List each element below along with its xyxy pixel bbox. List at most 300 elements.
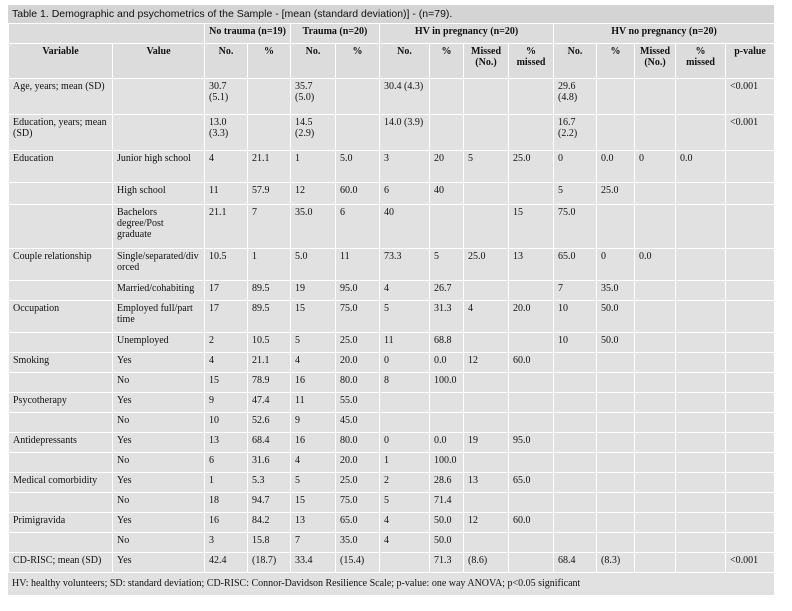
table-cell: 0 xyxy=(380,433,430,453)
table-cell: 65.0 xyxy=(554,249,597,281)
table-cell: 52.6 xyxy=(248,413,291,433)
table-cell: 15 xyxy=(205,373,248,393)
table-cell xyxy=(554,393,597,413)
table-cell: 4 xyxy=(380,533,430,553)
table-cell xyxy=(9,493,113,513)
table-cell: 20 xyxy=(430,151,464,183)
table-cell xyxy=(597,433,635,453)
table-cell: 10.5 xyxy=(248,333,291,353)
column-header: % missed xyxy=(676,44,726,79)
table-cell: 65.0 xyxy=(509,473,554,493)
column-header: % missed xyxy=(509,44,554,79)
table-cell: 80.0 xyxy=(336,433,380,453)
table-cell: No xyxy=(113,493,205,513)
table-cell xyxy=(635,413,676,433)
table-cell xyxy=(464,205,509,249)
table-row xyxy=(9,433,775,453)
table-cell: 10 xyxy=(554,333,597,353)
table-cell: 78.9 xyxy=(248,373,291,393)
table-row xyxy=(9,353,775,373)
table-cell: Yes xyxy=(113,553,205,573)
table-cell xyxy=(726,353,775,373)
table-cell xyxy=(380,413,430,433)
table-cell: 50.0 xyxy=(430,533,464,553)
table-cell xyxy=(9,281,113,301)
table-cell: Employed full/part time xyxy=(113,301,205,333)
table-cell: 20.0 xyxy=(336,453,380,473)
table-cell: 50.0 xyxy=(597,301,635,333)
table-cell: 6 xyxy=(380,183,430,205)
table-cell: Occupation xyxy=(9,301,113,333)
table-cell: 19 xyxy=(291,281,336,301)
column-header: No. xyxy=(205,44,248,79)
column-header: Missed (No.) xyxy=(464,44,509,79)
table-cell: 1 xyxy=(205,473,248,493)
table-cell: 5 xyxy=(380,493,430,513)
table-cell: 15 xyxy=(291,301,336,333)
table-cell xyxy=(509,115,554,151)
table-cell: 14.0 (3.9) xyxy=(380,115,430,151)
table-cell xyxy=(9,373,113,393)
table-cell xyxy=(635,393,676,413)
table-cell: 11 xyxy=(205,183,248,205)
table-cell: Yes xyxy=(113,353,205,373)
table-cell: 9 xyxy=(291,413,336,433)
table-cell: 5.3 xyxy=(248,473,291,493)
table-cell: 25.0 xyxy=(509,151,554,183)
table-cell xyxy=(9,413,113,433)
table-cell: 4 xyxy=(205,151,248,183)
table-cell xyxy=(635,183,676,205)
table-cell: Couple relationship xyxy=(9,249,113,281)
table-cell xyxy=(509,393,554,413)
table-cell: 7 xyxy=(248,205,291,249)
table-cell: 89.5 xyxy=(248,301,291,333)
table-cell: 5 xyxy=(430,249,464,281)
table-cell: 71.3 xyxy=(430,553,464,573)
table-cell: 29.6 (4.8) xyxy=(554,79,597,115)
table-cell xyxy=(464,453,509,473)
group-header: HV in pregnancy (n=20) xyxy=(380,24,554,44)
table-cell xyxy=(726,205,775,249)
table-cell xyxy=(554,413,597,433)
table-cell: 0 xyxy=(597,249,635,281)
table-cell xyxy=(464,533,509,553)
table-row xyxy=(9,473,775,493)
table-cell xyxy=(676,413,726,433)
table-cell: 47.4 xyxy=(248,393,291,413)
table-cell: 5 xyxy=(554,183,597,205)
table-cell: Medical comorbidity xyxy=(9,473,113,493)
table-cell: 80.0 xyxy=(336,373,380,393)
table-row xyxy=(9,281,775,301)
column-header: Missed (No.) xyxy=(635,44,676,79)
table-cell xyxy=(597,513,635,533)
table-cell xyxy=(726,433,775,453)
table-cell: 5 xyxy=(291,473,336,493)
table-cell: Married/cohabiting xyxy=(113,281,205,301)
table-cell xyxy=(509,453,554,473)
table-cell: 12 xyxy=(464,353,509,373)
table-cell: 7 xyxy=(291,533,336,553)
table-cell xyxy=(676,533,726,553)
table-cell xyxy=(635,281,676,301)
table-cell: 35.0 xyxy=(336,533,380,553)
column-header: % xyxy=(336,44,380,79)
table-cell: 0 xyxy=(635,151,676,183)
table-cell xyxy=(248,115,291,151)
table-cell xyxy=(726,453,775,473)
table-cell xyxy=(554,353,597,373)
group-header-row xyxy=(9,24,775,44)
table-cell xyxy=(597,533,635,553)
table-cell: 0 xyxy=(380,353,430,373)
table-cell xyxy=(597,205,635,249)
table-cell: 2 xyxy=(205,333,248,353)
table-cell xyxy=(509,373,554,393)
table-cell: Yes xyxy=(113,393,205,413)
table-cell: Primigravida xyxy=(9,513,113,533)
table-cell: 2 xyxy=(380,473,430,493)
group-header: No trauma (n=19) xyxy=(205,24,291,44)
table-cell xyxy=(430,115,464,151)
table-cell: 11 xyxy=(291,393,336,413)
table-cell xyxy=(597,353,635,373)
table-cell xyxy=(430,205,464,249)
table-cell: 17 xyxy=(205,281,248,301)
table-cell: 75.0 xyxy=(336,301,380,333)
table-cell xyxy=(464,79,509,115)
table-cell: 13 xyxy=(509,249,554,281)
table-cell xyxy=(635,301,676,333)
table-cell: 17 xyxy=(205,301,248,333)
table-cell: 33.4 xyxy=(291,553,336,573)
table-cell: Psycotherapy xyxy=(9,393,113,413)
table-cell xyxy=(554,493,597,513)
table-cell: (8.6) xyxy=(464,553,509,573)
table-cell: (15.4) xyxy=(336,553,380,573)
table-cell: 1 xyxy=(380,453,430,473)
table-cell xyxy=(676,373,726,393)
table-cell xyxy=(9,333,113,353)
table-cell: 12 xyxy=(464,513,509,533)
table-cell xyxy=(676,553,726,573)
table-row xyxy=(9,79,775,115)
group-header: Trauma (n=20) xyxy=(291,24,380,44)
table-cell xyxy=(726,493,775,513)
table-body xyxy=(9,79,775,573)
table-cell: 11 xyxy=(336,249,380,281)
table-cell: 21.1 xyxy=(248,353,291,373)
table-cell: Antidepressants xyxy=(9,433,113,453)
table-cell xyxy=(430,393,464,413)
table-cell: 13 xyxy=(291,513,336,533)
table-cell xyxy=(9,205,113,249)
table-cell xyxy=(726,281,775,301)
table-cell: 35.7 (5.0) xyxy=(291,79,336,115)
table-cell xyxy=(509,333,554,353)
table-cell: <0.001 xyxy=(726,553,775,573)
table-cell xyxy=(597,393,635,413)
table-cell: 68.8 xyxy=(430,333,464,353)
table-cell: No xyxy=(113,373,205,393)
table-cell: 31.3 xyxy=(430,301,464,333)
table-cell: 4 xyxy=(380,281,430,301)
table-cell: 16.7 (2.2) xyxy=(554,115,597,151)
table-row xyxy=(9,393,775,413)
table-cell xyxy=(635,353,676,373)
table-cell: 21.1 xyxy=(248,151,291,183)
table-cell: 10 xyxy=(554,301,597,333)
table-cell xyxy=(635,373,676,393)
column-header: No. xyxy=(554,44,597,79)
table-cell: Yes xyxy=(113,473,205,493)
table-cell: 0.0 xyxy=(430,433,464,453)
column-header: % xyxy=(248,44,291,79)
table-cell xyxy=(554,533,597,553)
table-cell: 4 xyxy=(205,353,248,373)
table-cell xyxy=(635,513,676,533)
table-cell: No xyxy=(113,533,205,553)
table-row xyxy=(9,493,775,513)
table-cell xyxy=(635,533,676,553)
table-cell xyxy=(464,413,509,433)
table-cell: 57.9 xyxy=(248,183,291,205)
table-cell xyxy=(676,453,726,473)
table-row xyxy=(9,453,775,473)
table-cell xyxy=(635,79,676,115)
table-cell: 14.5 (2.9) xyxy=(291,115,336,151)
table-cell: 10 xyxy=(205,413,248,433)
table-cell: 30.4 (4.3) xyxy=(380,79,430,115)
table-cell: 60.0 xyxy=(509,513,554,533)
table-cell xyxy=(676,183,726,205)
table-cell: Junior high school xyxy=(113,151,205,183)
table-cell: 5 xyxy=(380,301,430,333)
table-cell xyxy=(635,115,676,151)
table-cell xyxy=(554,513,597,533)
table-cell: 13 xyxy=(464,473,509,493)
table-cell: 0 xyxy=(554,151,597,183)
table-cell xyxy=(430,413,464,433)
table-cell: 3 xyxy=(380,151,430,183)
table-row xyxy=(9,183,775,205)
table-cell xyxy=(248,79,291,115)
table-row xyxy=(9,115,775,151)
column-header: % xyxy=(430,44,464,79)
table-cell: 45.0 xyxy=(336,413,380,433)
table-cell xyxy=(597,373,635,393)
table-cell: 89.5 xyxy=(248,281,291,301)
table-cell: Yes xyxy=(113,433,205,453)
table-cell xyxy=(676,353,726,373)
group-header: HV no pregnancy (n=20) xyxy=(554,24,775,44)
table-cell xyxy=(554,433,597,453)
table-cell: 15.8 xyxy=(248,533,291,553)
table-cell: Education, years; mean (SD) xyxy=(9,115,113,151)
table-cell: Single/separated/divorced xyxy=(113,249,205,281)
table-cell: 94.7 xyxy=(248,493,291,513)
table-cell: 75.0 xyxy=(336,493,380,513)
table-cell xyxy=(676,115,726,151)
table-row xyxy=(9,301,775,333)
table-cell: 55.0 xyxy=(336,393,380,413)
table-cell xyxy=(554,473,597,493)
table-cell xyxy=(635,553,676,573)
table-cell xyxy=(676,493,726,513)
table-cell: 95.0 xyxy=(336,281,380,301)
table-cell: 25.0 xyxy=(464,249,509,281)
table-cell: 65.0 xyxy=(336,513,380,533)
table-cell xyxy=(509,533,554,553)
table-cell: Unemployed xyxy=(113,333,205,353)
table-cell xyxy=(635,205,676,249)
table-cell: 4 xyxy=(464,301,509,333)
table-cell xyxy=(676,205,726,249)
table-cell: Age, years; mean (SD) xyxy=(9,79,113,115)
column-header: No. xyxy=(291,44,336,79)
table-cell: 68.4 xyxy=(248,433,291,453)
table-cell: 30.7 (5.1) xyxy=(205,79,248,115)
table-cell xyxy=(509,553,554,573)
table-cell: 31.6 xyxy=(248,453,291,473)
table-cell: No xyxy=(113,413,205,433)
table-cell xyxy=(726,533,775,553)
table-cell xyxy=(726,473,775,493)
table-cell: 84.2 xyxy=(248,513,291,533)
table-cell xyxy=(597,473,635,493)
table-cell: 1 xyxy=(248,249,291,281)
table-cell: <0.001 xyxy=(726,79,775,115)
table-cell: 12 xyxy=(291,183,336,205)
table-cell: 3 xyxy=(205,533,248,553)
table-cell: 25.0 xyxy=(336,473,380,493)
table-cell: 5 xyxy=(291,333,336,353)
table-cell: 0.0 xyxy=(676,151,726,183)
table-cell xyxy=(464,281,509,301)
table-row xyxy=(9,413,775,433)
table-cell: 5.0 xyxy=(291,249,336,281)
table-row xyxy=(9,533,775,553)
table-cell: CD-RISC; mean (SD) xyxy=(9,553,113,573)
table-cell xyxy=(509,281,554,301)
table-cell xyxy=(676,301,726,333)
demographics-table xyxy=(8,23,775,573)
table-cell: 4 xyxy=(291,353,336,373)
table-cell xyxy=(635,493,676,513)
table-cell xyxy=(726,151,775,183)
table-cell: 73.3 xyxy=(380,249,430,281)
table-row xyxy=(9,333,775,353)
table-cell: 16 xyxy=(205,513,248,533)
table-cell: (18.7) xyxy=(248,553,291,573)
table-cell: 5.0 xyxy=(336,151,380,183)
table-cell: 100.0 xyxy=(430,373,464,393)
table-cell xyxy=(726,333,775,353)
table-cell: 9 xyxy=(205,393,248,413)
table-cell: 6 xyxy=(205,453,248,473)
table-cell xyxy=(464,493,509,513)
table-cell: 18 xyxy=(205,493,248,513)
table-cell: 20.0 xyxy=(336,353,380,373)
table-cell: 1 xyxy=(291,151,336,183)
table-row xyxy=(9,553,775,573)
table-cell: High school xyxy=(113,183,205,205)
table-cell xyxy=(464,333,509,353)
table-cell xyxy=(509,493,554,513)
table-cell xyxy=(676,433,726,453)
table-cell: 0.0 xyxy=(430,353,464,373)
table-cell xyxy=(336,115,380,151)
table-cell xyxy=(635,433,676,453)
table-footnote: HV: healthy volunteers; SD: standard deviation; CD-RISC: Connor-Davidson Resilience Scale; p-value: one way ANOVA; p<0.05 significant xyxy=(8,573,774,595)
table-cell xyxy=(509,413,554,433)
table-cell: 40 xyxy=(430,183,464,205)
table-cell: 4 xyxy=(291,453,336,473)
table-cell: <0.001 xyxy=(726,115,775,151)
table-cell xyxy=(9,183,113,205)
table-cell: 71.4 xyxy=(430,493,464,513)
table-cell: 16 xyxy=(291,373,336,393)
table-cell xyxy=(726,183,775,205)
table-cell xyxy=(380,393,430,413)
table-cell: 50.0 xyxy=(430,513,464,533)
table-cell: Education xyxy=(9,151,113,183)
table-cell xyxy=(597,115,635,151)
table-row xyxy=(9,151,775,183)
table-cell: 13 xyxy=(205,433,248,453)
table-cell: 75.0 xyxy=(554,205,597,249)
table-cell xyxy=(597,79,635,115)
table-cell: 68.4 xyxy=(554,553,597,573)
table-cell: 21.1 xyxy=(205,205,248,249)
table-cell xyxy=(726,249,775,281)
table-cell xyxy=(676,513,726,533)
table-cell xyxy=(635,453,676,473)
table-row xyxy=(9,373,775,393)
table-cell: 50.0 xyxy=(597,333,635,353)
table-cell: 11 xyxy=(380,333,430,353)
table-cell: 4 xyxy=(380,513,430,533)
table-cell xyxy=(9,533,113,553)
table-cell: Bachelors degree/Post graduate xyxy=(113,205,205,249)
table-cell: 19 xyxy=(464,433,509,453)
table-cell xyxy=(554,373,597,393)
table-cell xyxy=(509,79,554,115)
table-cell xyxy=(635,473,676,493)
column-header-row xyxy=(9,44,775,79)
table-cell xyxy=(726,413,775,433)
table-cell xyxy=(726,393,775,413)
table-cell: 13.0 (3.3) xyxy=(205,115,248,151)
table-cell xyxy=(113,115,205,151)
table-cell xyxy=(464,373,509,393)
table-cell xyxy=(676,79,726,115)
table-cell: 0.0 xyxy=(635,249,676,281)
table-cell: 6 xyxy=(336,205,380,249)
table-cell: Smoking xyxy=(9,353,113,373)
table-cell xyxy=(597,453,635,473)
table-cell: 60.0 xyxy=(336,183,380,205)
table-cell: 20.0 xyxy=(509,301,554,333)
table-cell: No xyxy=(113,453,205,473)
table-caption: Table 1. Demographic and psychometrics of the Sample - [mean (standard deviation)] - (n=79). xyxy=(8,5,774,23)
table-row xyxy=(9,249,775,281)
table-cell: 0.0 xyxy=(597,151,635,183)
table-cell: (8.3) xyxy=(597,553,635,573)
table-cell: 40 xyxy=(380,205,430,249)
table-cell: 15 xyxy=(291,493,336,513)
